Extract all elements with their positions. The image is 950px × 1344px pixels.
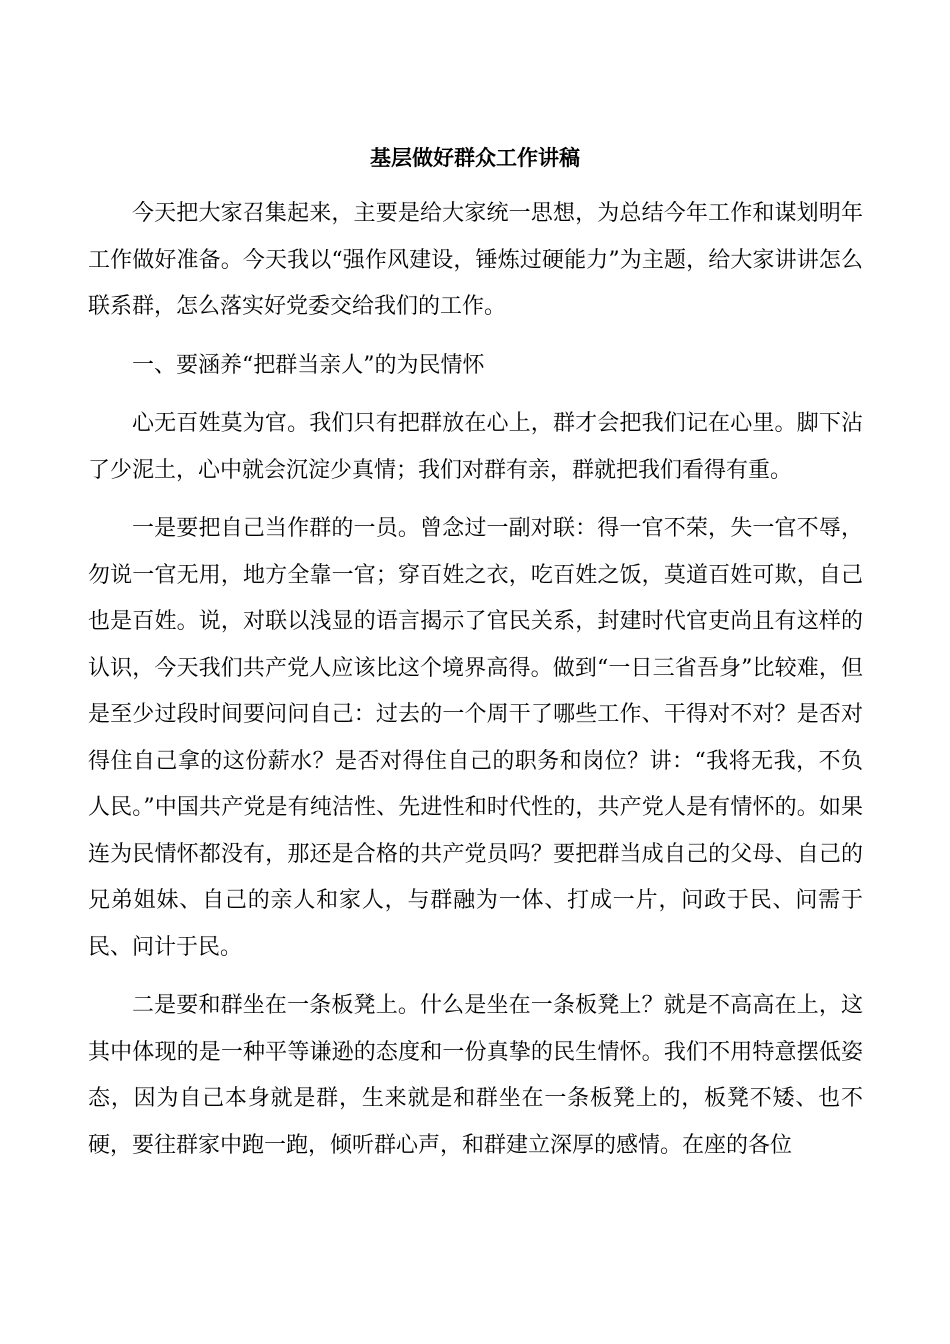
paragraph-section-1-lead: 心无百姓莫为官。我们只有把群放在心上，群才会把我们记在心里。脚下沾了少泥土，心中就会沉淀少真情；我们对群有亲，群就把我们看得有重。 (88, 411, 863, 483)
document-body (88, 191, 863, 1181)
document-title: 基层做好群众工作讲稿 (370, 145, 580, 170)
paragraph-point-1: 一是要把自己当作群的一员。曾念过一副对联：得一官不荣，失一官不辱，勿说一官无用，地方全靠一官；穿百姓之衣，吃百姓之饭，莫道百姓可欺，自己也是百姓。说，对联以浅显的语言揭示了官民关系，封建时代官吏尚且有这样的认识，今天我们共产党人应该比这个境界高得。做到“一日三省吾身”比较难，但是至少过段时间要问问自己：过去的一个周干了哪些工作、干得对不对？是否对得住自己拿的这份薪水？是否对得住自己的职务和岗位？讲：“我将无我，不负人民。”中国共产党是有纯洁性、先进性和时代性的，共产党人是有情怀的。如果连为民情怀都没有，那还是合格的共产党员吗？要把群当成自己的父母、自己的兄弟姐妹、自己的亲人和家人，与群融为一体、打成一片，问政于民、问需于民、问计于民。 (88, 516, 863, 960)
section-heading-1: 一、要涵养“把群当亲人”的为民情怀 (132, 352, 485, 378)
paragraph-point-2: 二是要和群坐在一条板凳上。什么是坐在一条板凳上？就是不高高在上，这其中体现的是一种平等谦逊的态度和一份真挚的民生情怀。我们不用特意摆低姿态，因为自己本身就是群，生来就是和群坐在一条板凳上的，板凳不矮、也不硬，要往群家中跑一跑，倾听群心声，和群建立深厚的感情。在座的各位 (88, 993, 863, 1158)
paragraph-intro: 今天把大家召集起来，主要是给大家统一思想，为总结今年工作和谋划明年工作做好准备。今天我以“强作风建设，锤炼过硬能力”为主题，给大家讲讲怎么联系群，怎么落实好党委交给我们的工作。 (88, 201, 863, 319)
